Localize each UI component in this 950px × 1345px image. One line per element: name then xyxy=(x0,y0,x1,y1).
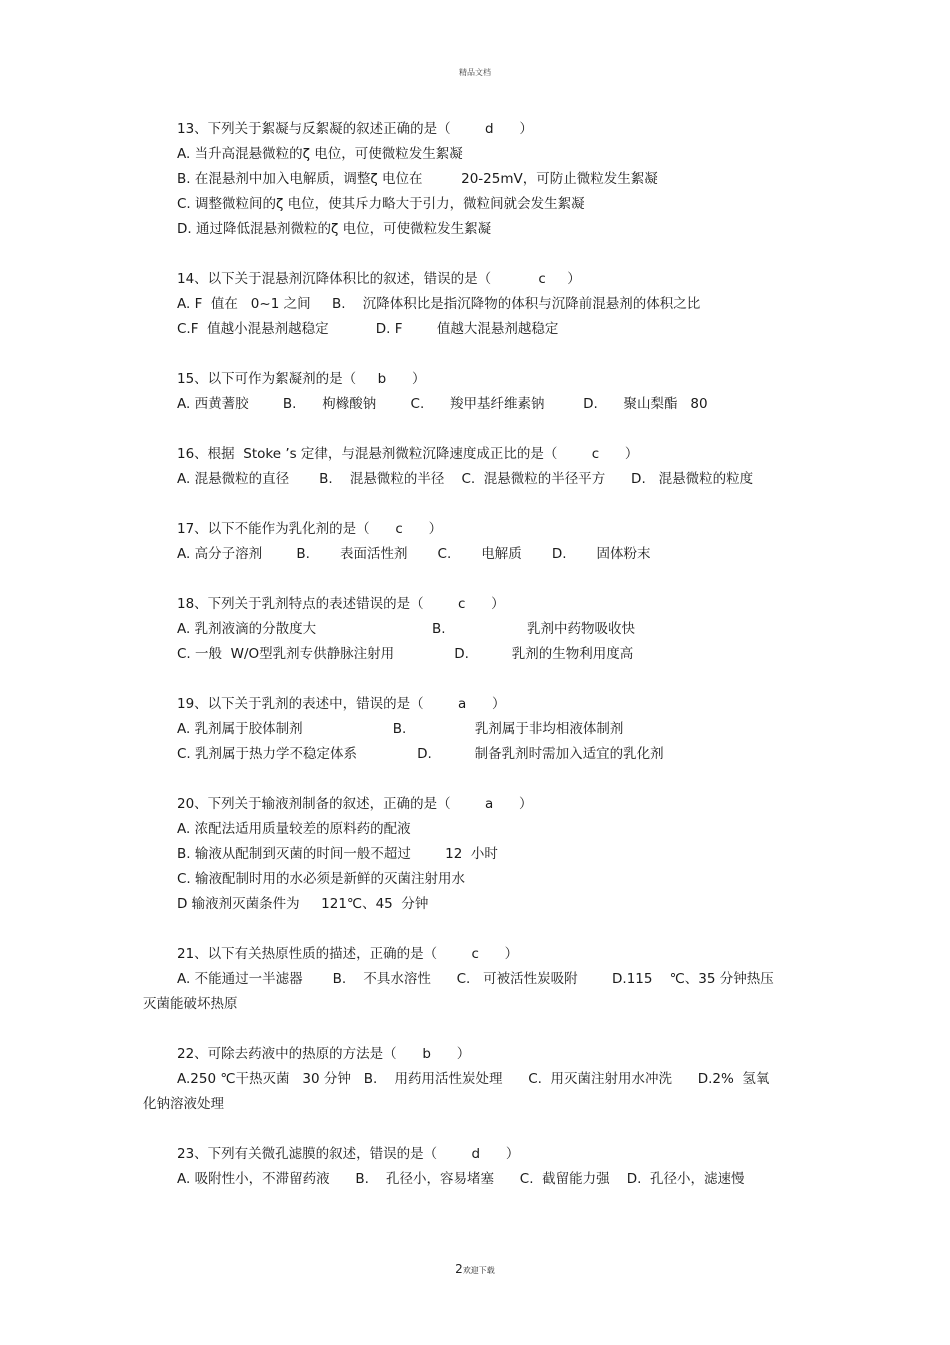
question-option-line: B. 输液从配制到灭菌的时间一般不超过 12 小时 xyxy=(177,846,498,862)
question-option-line: A. F 值在 0~1 之间 B. 沉降体积比是指沉降物的体积与沉降前混悬剂的体积之比 xyxy=(177,296,701,312)
question-stem: 19、以下关于乳剂的表述中，错误的是（ a ） xyxy=(177,696,506,712)
question-option-line: A. 当升高混悬微粒的ζ 电位，可使微粒发生絮凝 xyxy=(177,146,463,162)
question-stem: 16、根据 Stoke ’s 定律，与混悬剂微粒沉降速度成正比的是（ c ） xyxy=(177,446,639,462)
question-stem: 18、下列关于乳剂特点的表述错误的是（ c ） xyxy=(177,596,505,612)
question-option-line: D. 通过降低混悬剂微粒的ζ 电位，可使微粒发生絮凝 xyxy=(177,221,492,237)
question-stem: 15、以下可作为絮凝剂的是（ b ） xyxy=(177,371,426,387)
question-option-line: C. 输液配制时用的水必须是新鲜的灭菌注射用水 xyxy=(177,871,466,887)
question-stem: 23、下列有关微孔滤膜的叙述，错误的是（ d ） xyxy=(177,1146,520,1162)
question-stem: 17、以下不能作为乳化剂的是（ c ） xyxy=(177,521,443,537)
question-stem: 22、可除去药液中的热原的方法是（ b ） xyxy=(177,1046,471,1062)
question-option-line: B. 在混悬剂中加入电解质，调整ζ 电位在 20-25mV，可防止微粒发生絮凝 xyxy=(177,171,658,187)
question-option-line: 化钠溶液处理 xyxy=(143,1096,224,1112)
question-option-line: A. 西黄蓍胶 B. 枸橼酸钠 C. 羧甲基纤维素钠 D. 聚山梨酯 80 xyxy=(177,396,708,412)
question-option-line: A. 不能通过一半滤器 B. 不具水溶性 C. 可被活性炭吸附 D.115 ℃、35 分钟热压 xyxy=(177,971,774,987)
question-option-line: 灭菌能破坏热原 xyxy=(143,996,238,1012)
question-stem: 14、以下关于混悬剂沉降体积比的叙述，错误的是（ c ） xyxy=(177,271,581,287)
question-option-line: A. 高分子溶剂 B. 表面活性剂 C. 电解质 D. 固体粉末 xyxy=(177,546,651,562)
question-option-line: A. 乳剂属于胶体制剂 B. 乳剂属于非均相液体制剂 xyxy=(177,721,624,737)
question-option-line: D 输液剂灭菌条件为 121℃、45 分钟 xyxy=(177,896,429,912)
question-option-line: A. 乳剂液滴的分散度大 B. 乳剂中药物吸收快 xyxy=(177,621,636,637)
question-option-line: A. 混悬微粒的直径 B. 混悬微粒的半径 C. 混悬微粒的半径平方 D. 混悬微粒的粒度 xyxy=(177,471,754,487)
question-option-line: C.F 值越小混悬剂越稳定 D. F 值越大混悬剂越稳定 xyxy=(177,321,559,337)
footer-text: 欢迎下载 xyxy=(462,1266,495,1275)
page-header: 精品文档 xyxy=(459,68,491,77)
question-stem: 20、下列关于输液剂制备的叙述，正确的是（ a ） xyxy=(177,796,533,812)
question-option-line: C. 调整微粒间的ζ 电位，使其斥力略大于引力，微粒间就会发生絮凝 xyxy=(177,196,585,212)
question-stem: 13、下列关于絮凝与反絮凝的叙述正确的是（ d ） xyxy=(177,121,533,137)
question-option-line: C. 一般 W/O型乳剂专供静脉注射用 D. 乳剂的生物利用度高 xyxy=(177,646,634,662)
page-footer xyxy=(0,1262,950,1276)
question-option-line: C. 乳剂属于热力学不稳定体系 D. 制备乳剂时需加入适宜的乳化剂 xyxy=(177,746,664,762)
question-stem: 21、以下有关热原性质的描述，正确的是（ c ） xyxy=(177,946,519,962)
question-option-line: A. 吸附性小，不滞留药液 B. 孔径小，容易堵塞 C. 截留能力强 D. 孔径小，滤速慢 xyxy=(177,1171,745,1187)
question-option-line: A. 浓配法适用质量较差的原料药的配液 xyxy=(177,821,411,837)
page-number: 2 xyxy=(455,1262,463,1276)
question-option-line: A.250 ℃干热灭菌 30 分钟 B. 用药用活性炭处理 C. 用灭菌注射用水冲洗 D.2% 氢氧 xyxy=(177,1071,770,1087)
